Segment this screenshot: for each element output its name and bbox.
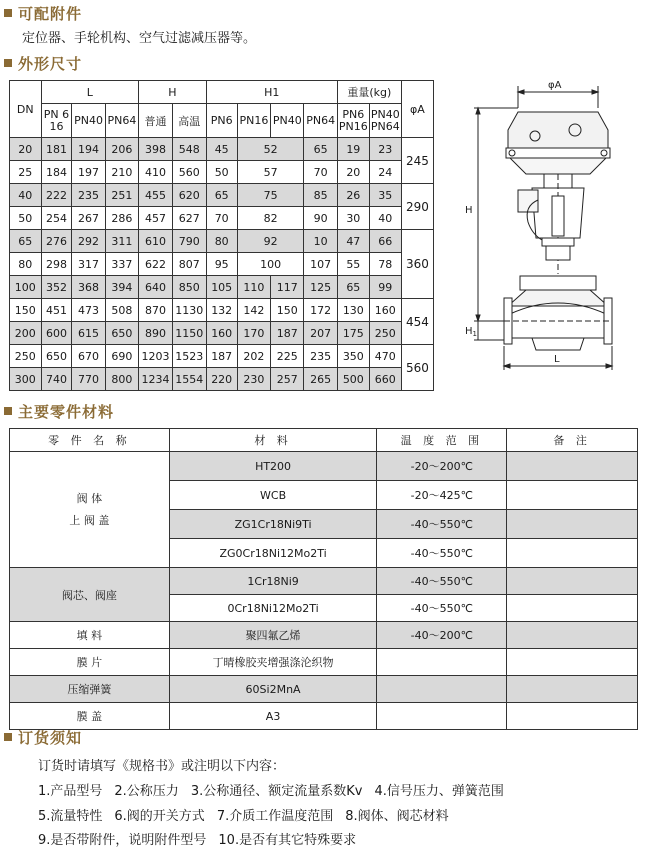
cell: 1Cr18Ni9 (169, 568, 377, 595)
header-note: 备 注 (507, 429, 638, 452)
order-line-1 (38, 780, 516, 799)
cell: 508 (105, 299, 138, 322)
cell (507, 452, 638, 481)
cell: 1130 (172, 299, 206, 322)
header-l-pn64: PN64 (105, 104, 138, 138)
cell: 57 (237, 161, 304, 184)
cell: 184 (41, 161, 72, 184)
actuator-diaphragm (508, 112, 608, 148)
cell (507, 510, 638, 539)
cell: 650 (41, 345, 72, 368)
cell: 220 (206, 368, 237, 391)
header-h1-pn64: PN64 (304, 104, 337, 138)
order-item: 4.信号压力、弹簧范围 (374, 784, 504, 799)
label-l: L (554, 354, 560, 365)
materials-heading (4, 400, 114, 422)
cell: 870 (139, 299, 173, 322)
cell: 19 (337, 138, 369, 161)
cell: 160 (369, 299, 401, 322)
cell: 660 (369, 368, 401, 391)
table-row (10, 676, 638, 703)
cell: 276 (41, 230, 72, 253)
cell: 311 (105, 230, 138, 253)
cell: 800 (105, 368, 138, 391)
cell: HT200 (169, 452, 377, 481)
cell (507, 622, 638, 649)
order-item: 10.是否有其它特殊要求 (218, 833, 357, 848)
cell: 170 (237, 322, 270, 345)
header-h: H (139, 81, 207, 104)
cell: 368 (72, 276, 105, 299)
cell (507, 703, 638, 730)
cell: 1523 (172, 345, 206, 368)
cell: 560 (172, 161, 206, 184)
cell-phia: 360 (401, 230, 433, 299)
cell: 172 (304, 299, 337, 322)
order-item: 2.公称压力 (114, 784, 179, 799)
cell: 807 (172, 253, 206, 276)
cell: 1554 (172, 368, 206, 391)
order-line-2 (38, 805, 461, 824)
header-l-pn616: PN 6 16 (41, 104, 72, 138)
cell: 100 (237, 253, 304, 276)
cell: 352 (41, 276, 72, 299)
cell: 75 (237, 184, 304, 207)
cell: 52 (237, 138, 304, 161)
cell: 225 (271, 345, 304, 368)
cell: 25 (10, 161, 42, 184)
cell-part-packing: 填 料 (10, 622, 170, 649)
table-row (10, 649, 638, 676)
cell: 150 (10, 299, 42, 322)
accessories-title: 可配附件 (18, 4, 83, 23)
cell: 627 (172, 207, 206, 230)
cell: 聚四氟乙烯 (169, 622, 377, 649)
cell: 10 (304, 230, 337, 253)
label-phia: φA (548, 80, 562, 91)
cell: 286 (105, 207, 138, 230)
cell (507, 676, 638, 703)
cell: 457 (139, 207, 173, 230)
cell-phia: 290 (401, 184, 433, 230)
header-h1-pn16: PN16 (237, 104, 270, 138)
bullet-square-icon (4, 407, 12, 415)
cell: 235 (72, 184, 105, 207)
dimensions-heading (4, 52, 82, 74)
dimension-table (9, 80, 434, 391)
cell: 292 (72, 230, 105, 253)
materials-table (9, 428, 638, 730)
order-item: 7.介质工作温度范围 (216, 809, 334, 824)
cell: 650 (105, 322, 138, 345)
bullet-square-icon (4, 9, 12, 17)
cell (507, 595, 638, 622)
cell: 80 (206, 230, 237, 253)
cell: 451 (41, 299, 72, 322)
cell-part-spring: 压缩弹簧 (10, 676, 170, 703)
cell: 202 (237, 345, 270, 368)
cell-phia: 245 (401, 138, 433, 184)
table-row (10, 207, 434, 230)
header-weight-1: PN6 PN16 (337, 104, 369, 138)
cell: 30 (337, 207, 369, 230)
cell: 207 (304, 322, 337, 345)
cell (377, 703, 507, 730)
cell: 790 (172, 230, 206, 253)
table-row (10, 368, 434, 391)
cell: 394 (105, 276, 138, 299)
cell: 40 (369, 207, 401, 230)
table-row (10, 322, 434, 345)
table-row (10, 230, 434, 253)
cell (507, 568, 638, 595)
order-item: 3.公称通径、额定流量系数Kv (190, 784, 363, 799)
cell: ZG1Cr18Ni9Ti (169, 510, 377, 539)
cell: 317 (72, 253, 105, 276)
cell: 197 (72, 161, 105, 184)
cell: 20 (10, 138, 42, 161)
cell: 105 (206, 276, 237, 299)
cell: 50 (10, 207, 42, 230)
header-h1-pn40: PN40 (271, 104, 304, 138)
accessories-heading (4, 2, 82, 24)
cell: 175 (337, 322, 369, 345)
cell: 200 (10, 322, 42, 345)
cell: 455 (139, 184, 173, 207)
cell: 235 (304, 345, 337, 368)
table-row (10, 253, 434, 276)
header-h-hightemp: 高温 (172, 104, 206, 138)
cell: 473 (72, 299, 105, 322)
order-item: 5.流量特性 (38, 809, 103, 824)
cell (377, 676, 507, 703)
cell: 24 (369, 161, 401, 184)
header-l: L (41, 81, 139, 104)
cell: 610 (139, 230, 173, 253)
cell: 210 (105, 161, 138, 184)
cell: 620 (172, 184, 206, 207)
cell: 622 (139, 253, 173, 276)
cell: 398 (139, 138, 173, 161)
cell: 1203 (139, 345, 173, 368)
cell: 125 (304, 276, 337, 299)
cell: 300 (10, 368, 42, 391)
cell (507, 649, 638, 676)
cell: 26 (337, 184, 369, 207)
cell: 55 (337, 253, 369, 276)
cell: ZG0Cr18Ni12Mo2Ti (169, 539, 377, 568)
cell: 337 (105, 253, 138, 276)
cell: -40～550℃ (377, 595, 507, 622)
cell: 1150 (172, 322, 206, 345)
bullet-square-icon (4, 733, 12, 741)
cell: 254 (41, 207, 72, 230)
cell: 640 (139, 276, 173, 299)
cell: 890 (139, 322, 173, 345)
header-h1-pn6: PN6 (206, 104, 237, 138)
cell: 150 (271, 299, 304, 322)
dimensions-title: 外形尺寸 (18, 54, 83, 73)
cell-part-membrane: 膜 片 (10, 649, 170, 676)
cell: 850 (172, 276, 206, 299)
header-l-pn40: PN40 (72, 104, 105, 138)
cell: 250 (369, 322, 401, 345)
cell: 230 (237, 368, 270, 391)
accessories-text: 定位器、手轮机构、空气过滤减压器等。 (22, 31, 257, 46)
cell: 615 (72, 322, 105, 345)
materials-title: 主要零件材料 (18, 402, 115, 421)
cell: A3 (169, 703, 377, 730)
cell: 70 (206, 207, 237, 230)
cell: 65 (337, 276, 369, 299)
cell: 410 (139, 161, 173, 184)
cell: 117 (271, 276, 304, 299)
cell: 99 (369, 276, 401, 299)
order-item: 1.产品型号 (38, 784, 103, 799)
cell-part-core: 阀芯、阀座 (10, 568, 170, 622)
cell: 187 (271, 322, 304, 345)
order-intro: 订货时请填写《规格书》或注明以下内容： (38, 759, 286, 774)
cell: 267 (72, 207, 105, 230)
label-h1: $H_1$ (465, 326, 477, 338)
cell (507, 539, 638, 568)
cell-phia: 560 (401, 345, 433, 391)
label-h: H (465, 205, 473, 216)
cell: 548 (172, 138, 206, 161)
cell: 740 (41, 368, 72, 391)
table-row (10, 703, 638, 730)
table-row (10, 452, 638, 481)
cell: 500 (337, 368, 369, 391)
header-h-normal: 普通 (139, 104, 173, 138)
header-part: 零 件 名 称 (10, 429, 170, 452)
cell: -40～200℃ (377, 622, 507, 649)
cell: 350 (337, 345, 369, 368)
cell: 181 (41, 138, 72, 161)
cell: WCB (169, 481, 377, 510)
cell: 110 (237, 276, 270, 299)
valve-outline-drawing (440, 78, 645, 378)
cell: 265 (304, 368, 337, 391)
cell: 70 (304, 161, 337, 184)
header-dn: DN (10, 81, 42, 138)
table-row (10, 138, 434, 161)
table-row (10, 622, 638, 649)
cell: 250 (10, 345, 42, 368)
header-h1: H1 (206, 81, 337, 104)
cell: 60Si2MnA (169, 676, 377, 703)
table-row (10, 345, 434, 368)
order-title: 订货须知 (18, 728, 83, 747)
cell: 0Cr18Ni12Mo2Ti (169, 595, 377, 622)
cell: 85 (304, 184, 337, 207)
cell: 47 (337, 230, 369, 253)
cell: 251 (105, 184, 138, 207)
cell: -40～550℃ (377, 568, 507, 595)
table-row (10, 184, 434, 207)
valve-body (510, 306, 606, 338)
table-row (10, 299, 434, 322)
cell: 187 (206, 345, 237, 368)
order-item: 6.阀的开关方式 (114, 809, 205, 824)
cell (507, 481, 638, 510)
cell: 160 (206, 322, 237, 345)
order-item: 9.是否带附件，说明附件型号 (38, 833, 207, 848)
cell: 142 (237, 299, 270, 322)
header-weight-2: PN40 PN64 (369, 104, 401, 138)
order-item: 8.阀体、阀芯材料 (345, 809, 449, 824)
cell: 90 (304, 207, 337, 230)
order-line-3 (38, 829, 368, 848)
cell: 670 (72, 345, 105, 368)
cell (377, 649, 507, 676)
cell: 257 (271, 368, 304, 391)
cell: 770 (72, 368, 105, 391)
cell: -40～550℃ (377, 539, 507, 568)
cell: 100 (10, 276, 42, 299)
table-row (10, 161, 434, 184)
header-phia: φA (401, 81, 433, 138)
cell: 66 (369, 230, 401, 253)
cell-part-body: 阀 体 上 阀 盖 (10, 452, 170, 568)
cell: 82 (237, 207, 304, 230)
cell: 600 (41, 322, 72, 345)
table-row (10, 568, 638, 595)
cell: 470 (369, 345, 401, 368)
cell: 95 (206, 253, 237, 276)
cell-phia: 454 (401, 299, 433, 345)
cell: 194 (72, 138, 105, 161)
order-heading (4, 726, 82, 748)
cell: 35 (369, 184, 401, 207)
cell: -20～200℃ (377, 452, 507, 481)
cell: 206 (105, 138, 138, 161)
cell: 20 (337, 161, 369, 184)
cell: 107 (304, 253, 337, 276)
bullet-square-icon (4, 59, 12, 67)
cell: 23 (369, 138, 401, 161)
cell: -20～425℃ (377, 481, 507, 510)
cell: 丁晴橡胶夹增强涤沦织物 (169, 649, 377, 676)
cell: 1234 (139, 368, 173, 391)
cell: 222 (41, 184, 72, 207)
cell: -40～550℃ (377, 510, 507, 539)
cell: 65 (10, 230, 42, 253)
cell: 298 (41, 253, 72, 276)
cell-part-cover: 膜 盖 (10, 703, 170, 730)
cell: 40 (10, 184, 42, 207)
cell: 92 (237, 230, 304, 253)
cell: 690 (105, 345, 138, 368)
cell: 78 (369, 253, 401, 276)
cell: 132 (206, 299, 237, 322)
header-weight: 重量(kg) (337, 81, 401, 104)
cell: 65 (206, 184, 237, 207)
header-material: 材 料 (169, 429, 377, 452)
cell: 130 (337, 299, 369, 322)
cell: 65 (304, 138, 337, 161)
table-row (10, 276, 434, 299)
cell: 45 (206, 138, 237, 161)
header-temp: 温 度 范 围 (377, 429, 507, 452)
cell: 80 (10, 253, 42, 276)
cell: 50 (206, 161, 237, 184)
